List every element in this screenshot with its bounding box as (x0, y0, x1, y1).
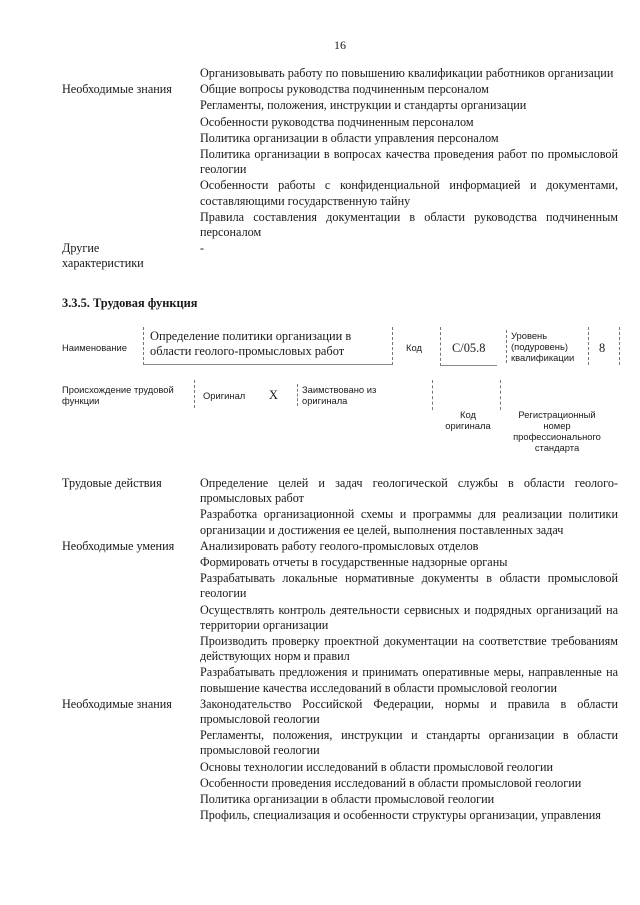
knowledge-item: Общие вопросы руководства подчиненным персоналом (200, 82, 489, 97)
top-knowledge-list (200, 82, 618, 241)
code-label: Код (406, 342, 422, 353)
top-knowledge-label: Необходимые знания (62, 82, 172, 97)
other-label: Другие характеристики (62, 241, 144, 271)
knowledge-item: Политика организации в области промысловой геологии (200, 792, 495, 807)
top-knowledge-row (62, 82, 618, 241)
original-mark: X (269, 388, 278, 402)
knowledge-item: Профиль, специализация и особенности структуры организации, управления (200, 808, 601, 823)
knowledge-item: Законодательство Российской Федерации, нормы и правила в области промысловой геологии (200, 696, 618, 727)
knowledge-item: Особенности работы с конфиденциальной информацией и документами, составляющими государственную тайну (200, 178, 618, 208)
knowledge-item: Политика организации в вопросах качества проведения работ по промысловой геологии (200, 147, 618, 177)
continued-row (62, 66, 618, 82)
actions-row (62, 476, 618, 539)
code-box (440, 327, 497, 366)
skills-list (200, 539, 618, 697)
skill-item: Формировать отчеты в государственные надзорные органы (200, 555, 508, 570)
original-cell (194, 380, 295, 408)
reg-number-label: Регистрационный номер профессионального стандарта (513, 409, 601, 453)
original-label: Оригинал (203, 390, 246, 401)
skills-label: Необходимые умения (62, 538, 175, 553)
actions-list (200, 476, 618, 539)
knowledge-item: Особенности проведения исследований в области промысловой геологии (200, 775, 582, 790)
skill-item: Осуществлять контроль деятельности сервисных и подрядных организаций на территории организации (200, 602, 618, 632)
skill-item: Производить проверку проектной документации на соответствие требованиям действующих норм и правил (200, 634, 618, 664)
origin-label: Происхождение трудовой функции (62, 384, 174, 406)
action-item: Определение целей и задач геологической службы в области геолого-промысловых работ (200, 476, 618, 506)
knowledge-item: Основы технологии исследований в области промысловой геологии (200, 759, 554, 774)
knowledge-item: Регламенты, положения, инструкции и стандарты организации (200, 98, 527, 113)
name-label: Наименование (62, 342, 127, 353)
actions-label: Трудовые действия (62, 476, 162, 490)
knowledge-item: Регламенты, положения, инструкции и стандарты организации в области промысловой геологии (200, 728, 618, 758)
other-row (62, 241, 618, 271)
knowledge-item: Политика организации в области управления персоналом (200, 130, 499, 145)
function-knowledge-list (200, 697, 618, 825)
continued-list (200, 66, 618, 82)
function-knowledge-row (62, 697, 618, 825)
level-label: Уровень (подуровень) квалификации (506, 330, 582, 363)
level-box (588, 327, 620, 365)
function-knowledge-label: Необходимые знания (62, 696, 172, 711)
knowledge-item: Особенности руководства подчиненным персоналом (200, 114, 474, 129)
skill-item: Разрабатывать локальные нормативные документы в области промысловой геологии (200, 571, 618, 601)
section-title: 3.3.5. Трудовая функция (62, 296, 198, 310)
knowledge-item: Правила составления документации в области руководства подчиненным персоналом (200, 209, 618, 240)
other-value: - (200, 241, 205, 256)
code-value: С/05.8 (452, 341, 486, 355)
function-name: Определение политики организации в области геолого-промысловых работ (143, 327, 393, 365)
skills-row (62, 539, 618, 697)
function-block (62, 476, 618, 824)
action-item: Разработка организационной схемы и программы для реализации политики организации и достижения ее целей, выполнения поставленных задач (200, 507, 618, 537)
skill-item: Разрабатывать предложения и принимать оперативные меры, направленные на повышение качества исследований в области промысловой геологии (200, 665, 618, 695)
code-original-label: Код оригинала (445, 409, 491, 431)
page-number: 16 (334, 38, 346, 52)
skill-item: Анализировать работу геолого-промысловых отделов (200, 538, 479, 553)
level-value: 8 (599, 341, 606, 355)
continued-item: Организовывать работу по повышению квалификации работников организации (200, 66, 614, 80)
top-requirements-block (62, 66, 618, 272)
borrowed-label: Заимствовано из оригинала (297, 384, 397, 406)
